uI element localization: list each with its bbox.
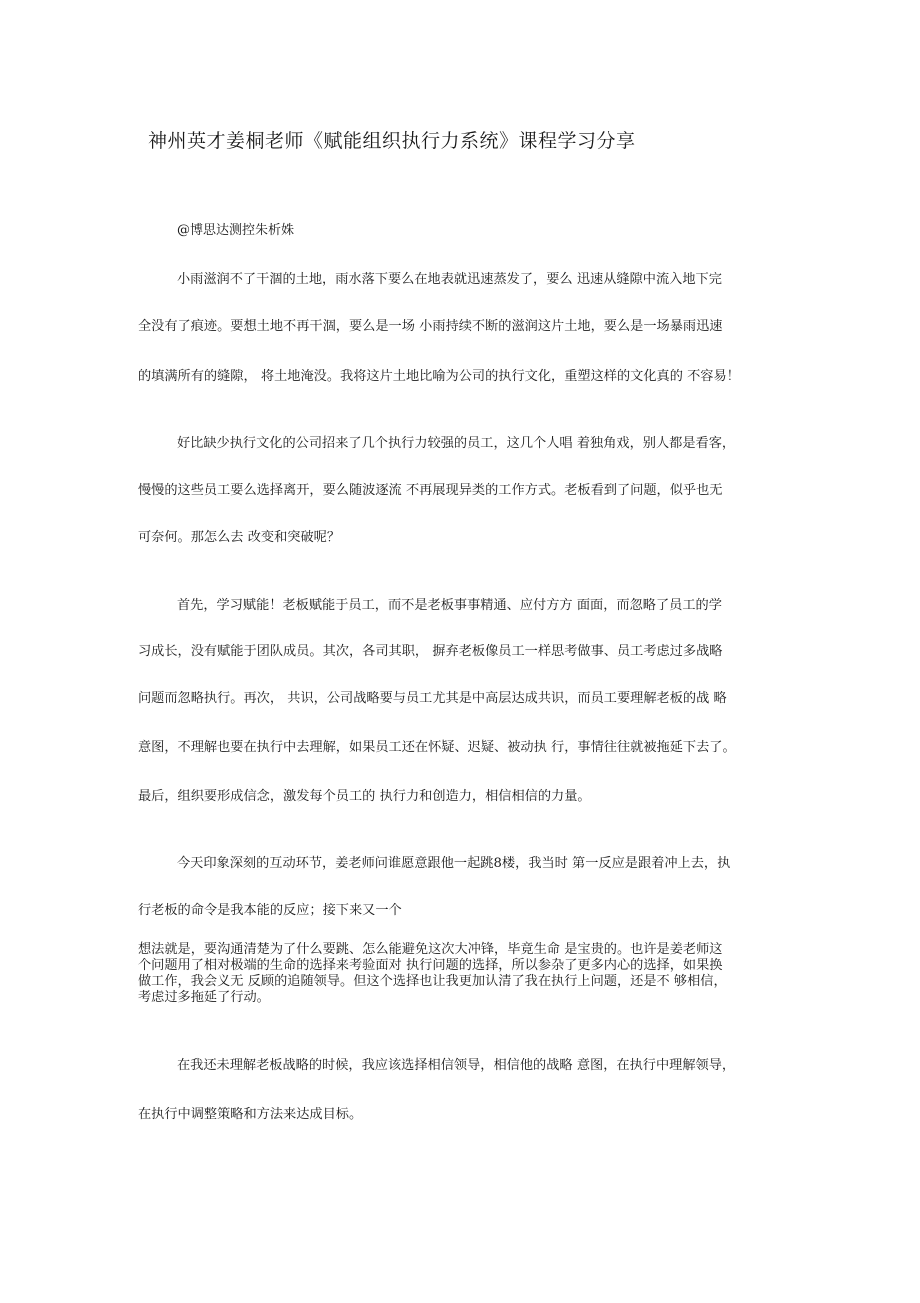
paragraph-line: 考虑过多拖延了行动。 [138, 990, 270, 1005]
paragraph-line: 意图，不理解也要在执行中去理解，如果员工还在怀疑、迟疑、被动执 行，事情往往就被拖延下去了。 [138, 740, 736, 755]
paragraph-line: 习成长，没有赋能于团队成员。其次，各司其职， 摒弃老板像员工一样思考做事、员工考虑过多战略 [138, 644, 723, 659]
document-title: 神州英才姜桐老师《赋能组织执行力系统》课程学习分享 [148, 130, 636, 152]
paragraph-line: 最后，组织要形成信念，激发每个员工的 执行力和创造力，相信相信的力量。 [138, 789, 591, 804]
paragraph-line: 今天印象深刻的互动环节，姜老师问谁愿意跟他一起跳8楼，我当时 第一反应是跟着冲上去，执 [177, 856, 731, 871]
paragraph-line: 的填满所有的缝隙， 将土地淹没。我将这片土地比喻为公司的执行文化，重塑这样的文化真的 不容易！ [138, 369, 740, 384]
paragraph-line: 可奈何。那怎么去 改变和突破呢？ [138, 530, 341, 545]
paragraph-line: 小雨滋润不了干涸的土地，雨水落下要么在地表就迅速蒸发了，要么 迅速从缝隙中流入地下完 [177, 272, 722, 287]
paragraph-line: 问题而忽略执行。再次， 共识，公司战略要与员工尤其是中高层达成共识，而员工要理解老板的战 略 [138, 691, 727, 706]
paragraph-line: 在执行中调整策略和方法来达成目标。 [138, 1107, 363, 1122]
paragraph-line: 行老板的命令是我本能的反应；接下来又一个 [138, 903, 402, 918]
paragraph-line: 首先，学习赋能！老板赋能于员工，而不是老板事事精通、应付方方 面面，而忽略了员工的学 [177, 598, 722, 613]
paragraph-line: 慢慢的这些员工要么选择离开，要么随波逐流 不再展现异类的工作方式。老板看到了问题，似乎也无 [138, 483, 723, 498]
paragraph-line: 个问题用了相对极端的生命的选择来考验面对 执行问题的选择，所以参杂了更多内心的选择，如果换 [138, 958, 723, 973]
author-line: @博思达测控朱析姝 [177, 223, 295, 238]
paragraph-line: 做工作，我会义无 反顾的追随领导。但这个选择也让我更加认清了我在执行上问题，还是不 够相信， [138, 974, 727, 989]
paragraph-line: 全没有了痕迹。要想土地不再干涸，要么是一场 小雨持续不断的滋润这片土地，要么是一场暴雨迅速 [138, 319, 723, 334]
paragraph-line: 在我还未理解老板战略的时候，我应该选择相信领导，相信他的战略 意图，在执行中理解领导， [177, 1058, 736, 1073]
paragraph-line: 想法就是，要沟通清楚为了什么要跳、怎么能避免这次大冲锋，毕竟生命 是宝贵的。也许是姜老师这 [138, 942, 723, 957]
paragraph-line: 好比缺少执行文化的公司招来了几个执行力较强的员工，这几个人唱 着独角戏，别人都是看客， [177, 436, 736, 451]
